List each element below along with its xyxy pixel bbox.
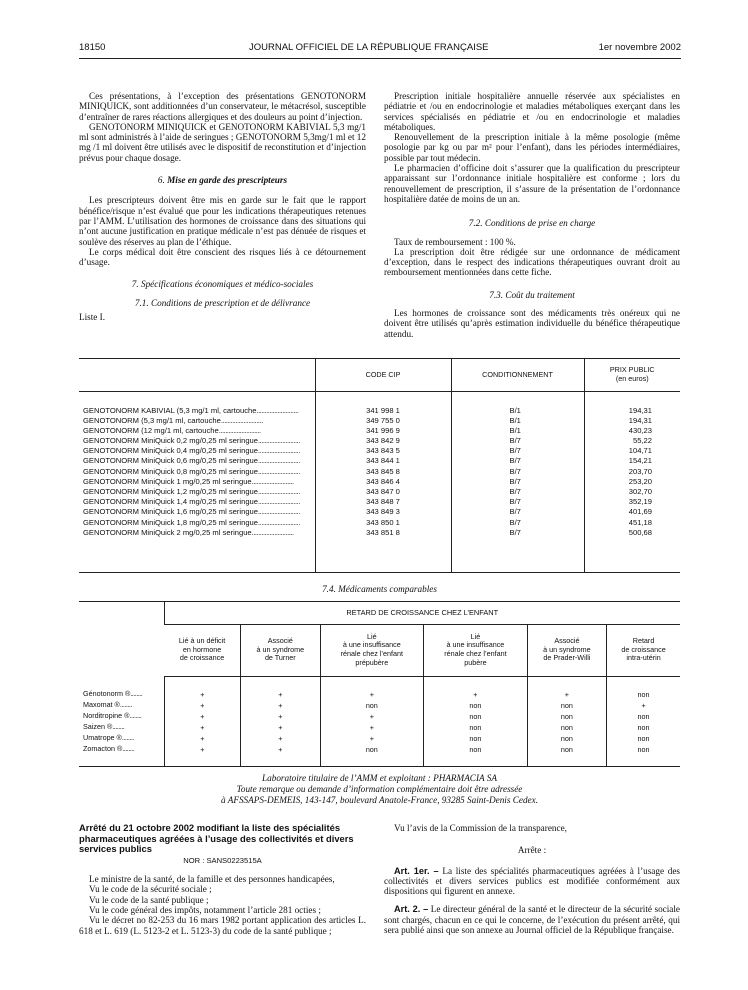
paragraph: Vu le décret no 82-253 du 16 mars 1982 portant application des articles L. 618 et L. 619 (L. 5123-2 et L. 5123-3) du code de la santé publique ;	[79, 915, 366, 936]
indication-value: non	[469, 722, 482, 732]
page-number: 18150	[79, 42, 106, 53]
paragraph: Vu le code de la santé publique ;	[89, 894, 209, 905]
indication-value: non	[469, 733, 482, 743]
prix-column	[584, 391, 680, 573]
indication-value: +	[200, 733, 205, 743]
indication-value: non	[469, 711, 482, 721]
conditionnement: B/7	[509, 436, 521, 446]
drug-name: Saizen ®........	[83, 722, 125, 731]
prix: 401,69	[628, 507, 652, 517]
journal-title: JOURNAL OFFICIEL DE LA RÉPUBLIQUE FRANÇAISE	[249, 42, 489, 53]
header-cell-conditionnement: CONDITIONNEMENT	[451, 358, 584, 391]
indication-value: non	[560, 700, 573, 710]
paragraph: Les prescripteurs doivent être mis en garde sur le fait que le rapport bénéfice/risque n’est évalué que pour les indications thérapeutiques retenues par l’AMM. L’utilisation des hormones de croissance dans des situations qui n’ont aucune justification en pratique médicale n’est pas dénuée de risques et soulève des réserves au plan de l’éthique.	[79, 195, 366, 247]
paragraph: Vu le code de la sécurité sociale ;	[89, 884, 212, 895]
product-name: GENOTONORM MiniQuick 0,4 mg/0,25 ml seringue..........................	[83, 446, 300, 456]
issue-date: 1er novembre 2002	[598, 42, 681, 53]
section-74-title: 7.4. Médicaments comparables	[322, 584, 437, 594]
conditionnement: B/1	[509, 425, 521, 435]
indication-value: +	[200, 744, 205, 754]
prix: 55,22	[632, 436, 652, 446]
paragraph: Taux de remboursement : 100 %.	[394, 236, 516, 247]
indication-value: non	[637, 722, 650, 732]
paragraph: Les hormones de croissance sont des médicaments très onéreux qui ne doivent être utilisés qu’après estimation individuelle du bénéfice thérapeutique attendu.	[384, 308, 680, 339]
left-column	[79, 91, 366, 322]
indication-header: Lié à une insuffisance rénale chez l’enfant pubère	[424, 624, 528, 676]
indication-header: Retard de croissance intra-utérin	[607, 624, 680, 676]
indication-value: +	[278, 689, 283, 699]
conditionnement: B/1	[509, 405, 521, 415]
cip-code: 343 844 1	[366, 456, 400, 466]
nor-reference: NOR : SANS0223515A	[183, 855, 262, 865]
paragraph: Prescription initiale hospitalière annuelle réservée aux spécialistes en pédiatrie et /ou en endocrinologie et maladies métaboliques exerçant dans les services spécialisés en pédiatrie et /ou en endocrinologie et maladies métaboliques.	[384, 91, 680, 132]
indication-value: non	[560, 711, 573, 721]
cip-code: 343 843 5	[366, 446, 400, 456]
header-cell-cip: CODE CIP	[315, 358, 451, 391]
prix: 194,31	[628, 415, 652, 425]
cip-code: 343 846 4	[366, 476, 400, 486]
paragraph: Le ministre de la santé, de la famille et des personnes handicapées,	[89, 874, 335, 885]
conditionnement: B/7	[509, 527, 521, 537]
indication-value: +	[278, 722, 283, 732]
prix: 430,23	[628, 425, 652, 435]
conditionnement: B/7	[509, 507, 521, 517]
section-72-title: 7.2. Conditions de prise en charge	[468, 218, 596, 229]
drug-name: Norditropine ®........	[83, 711, 142, 720]
conditionnement: B/7	[509, 497, 521, 507]
conditionnement: B/7	[509, 466, 521, 476]
indication-value: +	[278, 733, 283, 743]
paragraph: Renouvellement de la prescription initiale à la même posologie (même posologie par kg ou par m² pour l’enfant), dans les périodes intermédiaires, possible par tout médecin.	[384, 132, 680, 163]
indication-value: +	[278, 744, 283, 754]
indication-value: non	[637, 689, 650, 699]
prix: 451,18	[628, 517, 652, 527]
indication-value: +	[564, 689, 569, 699]
indication-value: non	[637, 733, 650, 743]
indication-value: +	[200, 711, 205, 721]
conditionnement: B/7	[509, 446, 521, 456]
indication-header: Associé à un syndrome de Turner	[241, 624, 320, 676]
product-name: GENOTONORM MiniQuick 1,8 mg/0,25 ml seringue..........................	[83, 517, 300, 527]
prix: 104,71	[628, 446, 652, 456]
indication-value: +	[369, 722, 374, 732]
conditionnement: B/1	[509, 415, 521, 425]
drug-name: Génotonorm ®........	[83, 689, 143, 698]
product-column	[79, 391, 315, 573]
indication-value: +	[278, 700, 283, 710]
prix: 203,70	[628, 466, 652, 476]
indication-value: non	[637, 744, 650, 754]
indication-value: non	[365, 700, 378, 710]
indication-value: +	[200, 722, 205, 732]
conditionnement: B/7	[509, 517, 521, 527]
paragraph: Le corps médical doit être conscient des risques liés à ce détournement d’usage.	[79, 246, 366, 268]
paragraph: Vu le code général des impôts, notamment l’article 281 octies ;	[89, 904, 321, 915]
header-cell-product	[79, 358, 315, 391]
conditionnement: B/7	[509, 456, 521, 466]
article-2: Art. 2. – Le directeur général de la santé et le directeur de la sécurité sociale sont chargés, chacun en ce qui le concerne, de l’exécution du présent arrêté, qui sera publié ainsi que son annexe au Journal officiel de la République française.	[384, 904, 681, 936]
indication-value: +	[369, 689, 374, 699]
arrete-left	[79, 823, 366, 936]
indication-header: Associé à un syndrome de Prader-Willi	[527, 624, 606, 676]
indication-value: +	[473, 689, 478, 699]
drug-name: Zomacton ®........	[83, 744, 135, 753]
contact-line: Toute remarque ou demande d’information complémentaire doit être adressée	[236, 784, 523, 794]
lab-notice	[79, 773, 680, 806]
product-name: GENOTONORM MiniQuick 0,2 mg/0,25 ml seringue..........................	[83, 436, 300, 446]
cip-code: 343 849 3	[366, 507, 400, 517]
indication-value: non	[365, 744, 378, 754]
section-71-title: 7.1. Conditions de prescription et de délivrance	[134, 297, 311, 308]
indication-header: Lié à une insuffisance rénale chez l’enfant prépubère	[320, 624, 424, 676]
drug-name-column	[79, 676, 164, 767]
product-name: GENOTONORM MiniQuick 2 mg/0,25 ml seringue..........................	[83, 527, 294, 537]
section-7-title: 7. Spécifications économiques et médico-sociales	[131, 279, 314, 290]
paragraph: La prescription doit être rédigée sur une ordonnance de médicament d’exception, dans le respect des indications thérapeutiques ouvrant droit au remboursement mentionnées dans cette fiche.	[384, 246, 680, 278]
arrete-label: Arrête :	[517, 845, 547, 856]
product-name: GENOTONORM KABIVIAL (5,3 mg/1 ml, cartouche..........................	[83, 405, 299, 415]
cip-code: 343 845 8	[366, 466, 400, 476]
prix: 500,68	[628, 527, 652, 537]
cip-code: 343 848 7	[366, 497, 400, 507]
prix: 302,70	[628, 487, 652, 496]
header-rule	[79, 58, 681, 59]
cip-code: 349 755 0	[366, 415, 400, 425]
indication-value: +	[641, 700, 646, 710]
section-6-title: 6. Mise en garde des prescripteurs	[157, 175, 288, 186]
cip-column	[315, 391, 451, 573]
arrete-right	[384, 823, 680, 935]
cip-code: 343 850 1	[366, 517, 400, 527]
prix: 253,20	[628, 476, 652, 486]
indication-value: non	[469, 744, 482, 754]
paragraph: Vu l’avis de la Commission de la transparence,	[394, 823, 567, 833]
indication-value: +	[369, 733, 374, 743]
product-name: GENOTONORM MiniQuick 1,6 mg/0,25 ml seringue..........................	[83, 507, 300, 517]
corner-cell	[79, 601, 164, 676]
comparison-table	[79, 601, 680, 767]
indication-value: non	[560, 722, 573, 732]
address-line: à AFSSAPS-DEMEIS, 143-147, boulevard Anatole-France, 93285 Saint-Denis Cedex.	[221, 795, 538, 805]
conditionnement: B/7	[509, 487, 521, 496]
prix: 352,19	[628, 497, 652, 507]
header-cell-prix: PRIX PUBLIC (en euros)	[584, 358, 680, 391]
product-name: GENOTONORM MiniQuick 1,4 mg/0,25 ml seringue..........................	[83, 497, 300, 507]
cip-code: 341 998 1	[366, 405, 400, 415]
paragraph: GENOTONORM MINIQUICK et GENOTONORM KABIVIAL 5,3 mg/1 ml sont administrés à l’aide de seringues ; GENOTONORM 5,3mg/1 ml et 12 mg /1 ml doivent être utilisés avec le dispositif de reconstitution et d’injection prévus pour chaque dosage.	[79, 121, 366, 163]
liste-label: Liste I.	[79, 312, 106, 323]
article-1: Art. 1er. – La liste des spécialités pharmaceutiques agréées à l’usage des collectivités et divers services publics est modifiée conformément aux dispositions qui figurent en annexe.	[384, 865, 680, 897]
product-name: GENOTONORM (5,3 mg/1 ml, cartouche..........................	[83, 415, 263, 425]
drug-name: Maxomat ®........	[83, 700, 132, 709]
lab-holder: Laboratoire titulaire de l’AMM et exploitant : PHARMACIA SA	[262, 773, 497, 783]
indication-value: +	[200, 700, 205, 710]
price-table	[79, 358, 680, 573]
prix: 194,31	[628, 405, 652, 415]
indication-value: non	[560, 733, 573, 743]
product-name: GENOTONORM MiniQuick 1 mg/0,25 ml seringue..........................	[83, 476, 294, 486]
cip-code: 343 842 9	[366, 436, 400, 446]
indication-value: +	[278, 711, 283, 721]
drug-name: Umatrope ®........	[83, 733, 134, 742]
prix: 154,21	[628, 456, 652, 466]
group-header: RETARD DE CROISSANCE CHEZ L’ENFANT	[164, 601, 680, 624]
product-name: GENOTONORM MiniQuick 0,8 mg/0,25 ml seringue..........................	[83, 466, 300, 476]
section-73-title: 7.3. Coût du traitement	[489, 289, 575, 300]
right-column	[384, 91, 680, 339]
indication-value: +	[200, 689, 205, 699]
indication-value: non	[637, 711, 650, 721]
paragraph: Ces présentations, à l’exception des présentations GENOTONORM MINIQUICK, sont additionnées d’un conservateur, le métacrésol, susceptible d’entraîner de rares réactions allergiques et des douleurs au point d’injection.	[79, 91, 366, 122]
cip-code: 341 996 9	[366, 425, 400, 435]
conditionnement-column	[451, 391, 584, 573]
arrete-title: Arrêté du 21 octobre 2002 modifiant la liste des spécialités pharmaceutiques agréées à l’usage des collectivités et divers services publics	[79, 822, 354, 855]
indication-header: Lié à un déficit en hormone de croissance	[164, 624, 241, 676]
page-header	[79, 42, 681, 58]
conditionnement: B/7	[509, 476, 521, 486]
product-name: GENOTONORM (12 mg/1 ml, cartouche..........................	[83, 425, 261, 435]
product-name: GENOTONORM MiniQuick 1,2 mg/0,25 ml seringue..........................	[83, 487, 300, 496]
indication-value: non	[469, 700, 482, 710]
indication-value: +	[369, 711, 374, 721]
indication-value: non	[560, 744, 573, 754]
paragraph: Le pharmacien d’officine doit s’assurer que la qualification du prescripteur apparaissant sur l’ordonnance initiale hospitalière est conforme ; lors du renouvellement de prescription, il s’assure de la présentation de l’ordonnance hospitalière datée de moins de un an.	[384, 163, 680, 204]
cip-code: 343 851 8	[366, 527, 400, 537]
product-name: GENOTONORM MiniQuick 0,6 mg/0,25 ml seringue..........................	[83, 456, 300, 466]
cip-code: 343 847 0	[366, 487, 400, 496]
